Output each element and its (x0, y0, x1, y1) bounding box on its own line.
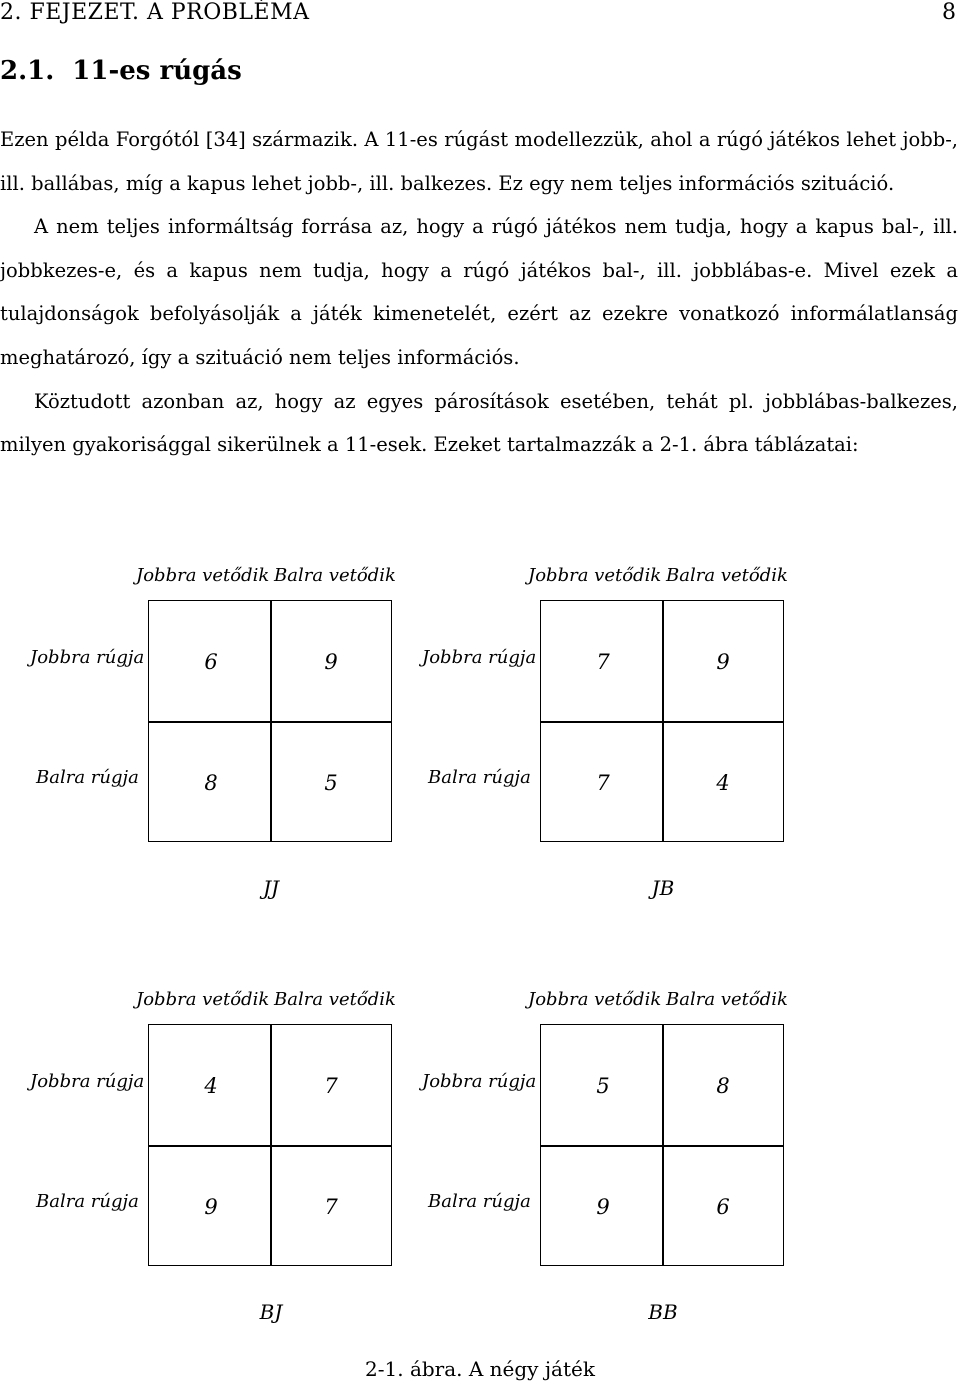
game-table-jb (422, 565, 862, 925)
col-header-right: Balra vetődik (274, 989, 396, 1010)
grid-divider-horizontal (540, 721, 784, 723)
cell-value: 5 (324, 771, 338, 795)
game-table-jj (30, 565, 470, 925)
section-number: 2.1. (0, 56, 55, 86)
cell-value: 7 (596, 650, 610, 674)
cell-value: 7 (324, 1195, 338, 1219)
row-header-top: Jobbra rúgja (422, 1071, 537, 1092)
body-text (0, 118, 958, 467)
cell-value: 4 (716, 771, 730, 795)
paragraph: Köztudott azonban az, hogy az egyes párosítások esetében, tehát pl. jobblábas-balkezes, milyen gyakorisággal sikerülnek a 11-esek. Ezeket tartalmazzák a 2-1. ábra táblázatai: (0, 389, 958, 457)
cell-value: 4 (204, 1074, 218, 1098)
col-header-right: Balra vetődik (666, 989, 788, 1010)
col-header-right: Balra vetődik (274, 565, 396, 586)
cell-value: 8 (204, 771, 218, 795)
paragraph: Ezen példa Forgótól [34] származik. A 11-es rúgást modellezzük, ahol a rúgó játékos lehet jobb-, ill. ballábas, míg a kapus lehet jobb-, ill. balkezes. Ez egy nem teljes információs szituáció. (0, 128, 958, 195)
grid-divider-horizontal (148, 721, 392, 723)
row-header-top: Jobbra rúgja (30, 1071, 145, 1092)
row-header-bottom: Balra rúgja (428, 1191, 531, 1212)
cell-value: 7 (324, 1074, 338, 1098)
grid-divider-horizontal (148, 1145, 392, 1147)
game-label: JJ (262, 876, 280, 900)
game-label: JB (651, 876, 675, 900)
cell-value: 9 (596, 1195, 610, 1219)
cell-value: 8 (716, 1074, 730, 1098)
row-header-bottom: Balra rúgja (36, 767, 139, 788)
page-number: 8 (942, 0, 956, 25)
game-label: BB (648, 1300, 678, 1324)
running-header (0, 0, 960, 30)
col-header-left: Jobbra vetődik (136, 565, 270, 586)
figure-caption: 2-1. ábra. A négy játék (365, 1357, 595, 1381)
chapter-heading: 2. FEJEZET. A PROBLÉMA (0, 0, 310, 25)
cell-value: 5 (596, 1074, 610, 1098)
game-table-bj (30, 989, 470, 1349)
paragraph: A nem teljes informáltság forrása az, hogy a rúgó játékos nem tudja, hogy a kapus bal-, ill. jobbkezes-e, és a kapus nem tudja, hogy a rúgó játékos bal-, ill. jobblábas-e. Mivel ezek a tulajdonságok befolyásolják a játék kimenetelét, ezért az ezekre vonatkozó informálatlanság meghatározó, így a szituáció nem teljes információs. (0, 215, 958, 369)
cell-value: 9 (324, 650, 338, 674)
cell-value: 7 (596, 771, 610, 795)
cell-value: 6 (716, 1195, 730, 1219)
col-header-right: Balra vetődik (666, 565, 788, 586)
cell-value: 9 (204, 1195, 218, 1219)
col-header-left: Jobbra vetődik (528, 989, 662, 1010)
row-header-bottom: Balra rúgja (36, 1191, 139, 1212)
col-header-left: Jobbra vetődik (136, 989, 270, 1010)
cell-value: 6 (204, 650, 218, 674)
game-table-bb (422, 989, 862, 1349)
row-header-bottom: Balra rúgja (428, 767, 531, 788)
game-label: BJ (259, 1300, 283, 1324)
row-header-top: Jobbra rúgja (30, 647, 145, 668)
section-title-text: 11-es rúgás (72, 56, 242, 86)
section-title (0, 54, 242, 88)
grid-divider-horizontal (540, 1145, 784, 1147)
col-header-left: Jobbra vetődik (528, 565, 662, 586)
row-header-top: Jobbra rúgja (422, 647, 537, 668)
cell-value: 9 (716, 650, 730, 674)
